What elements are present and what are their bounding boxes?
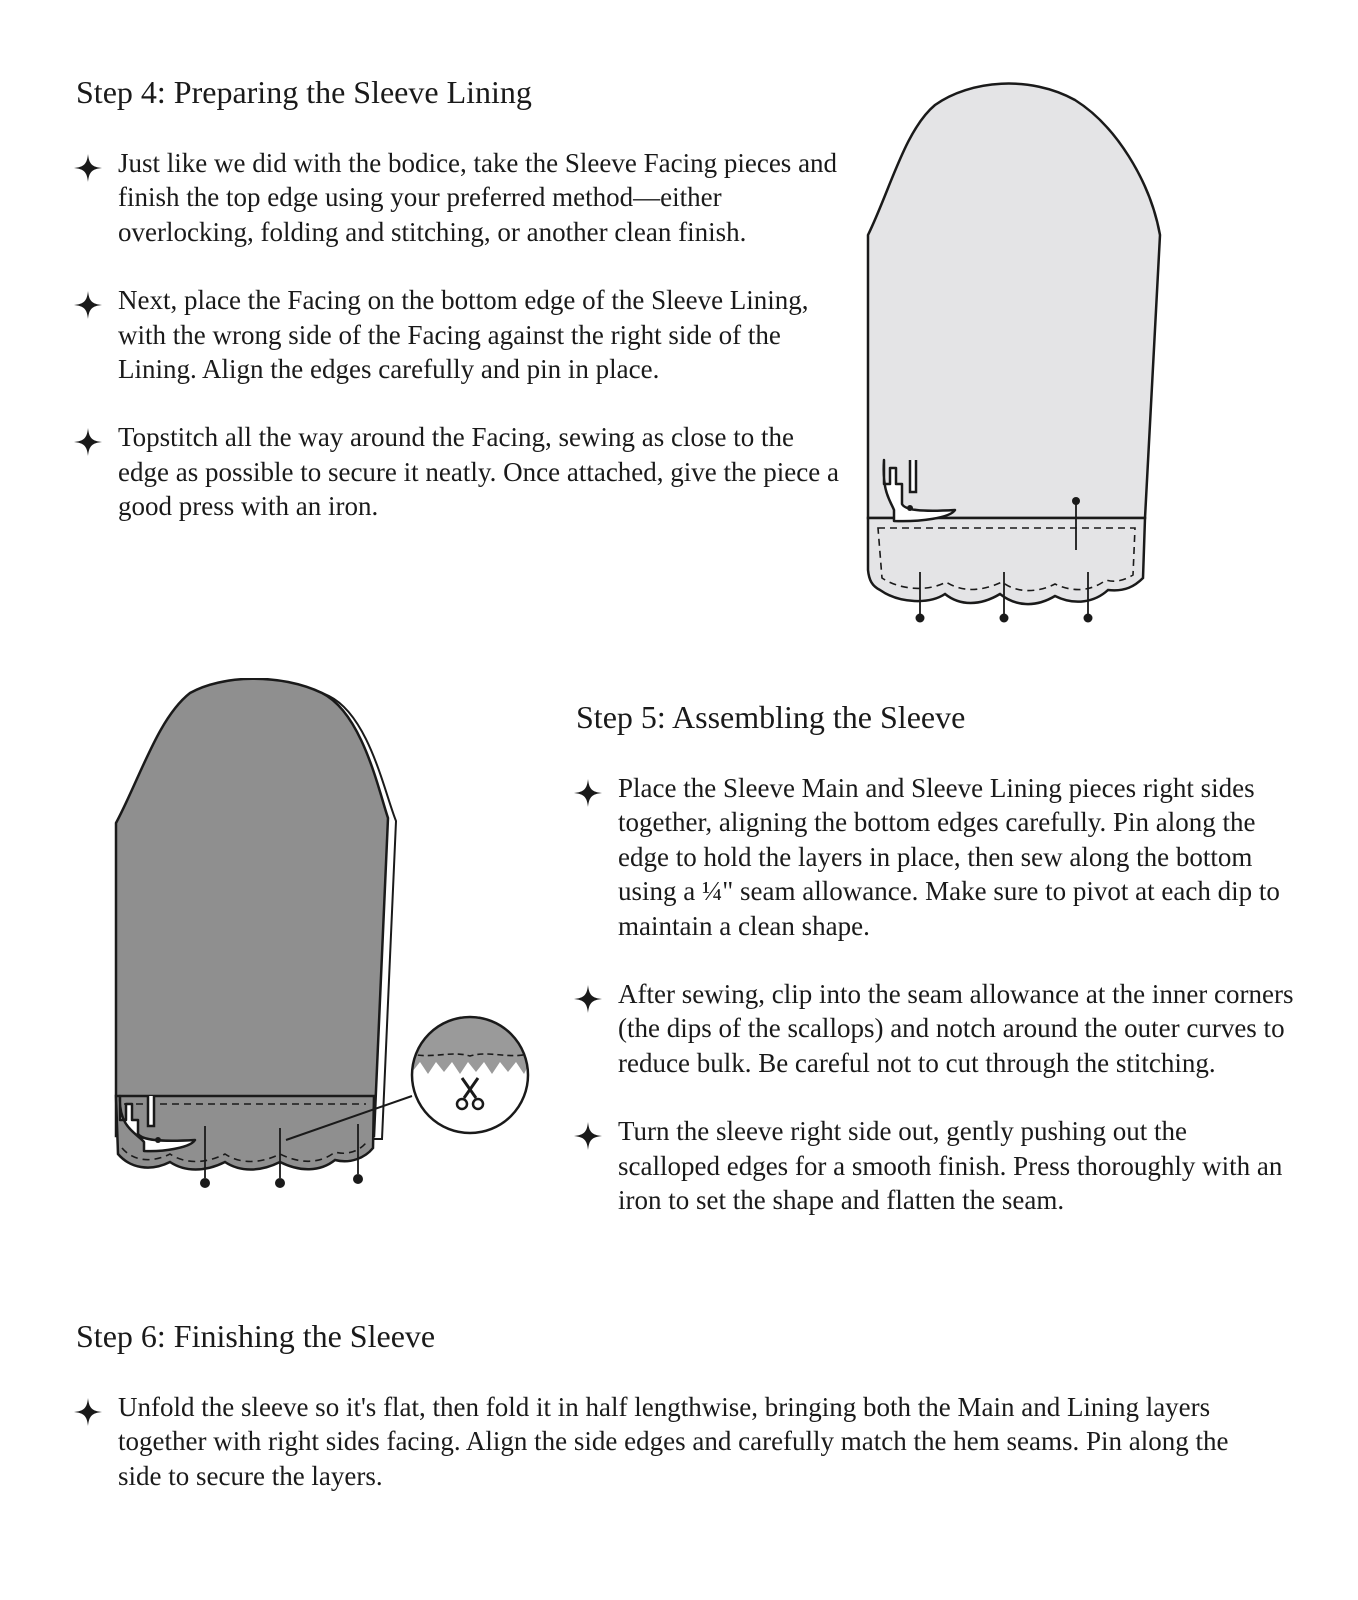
step5-bullet-3 <box>574 1114 1294 1217</box>
step6-list <box>74 1390 1274 1493</box>
step4-bullet-2-text: Next, place the Facing on the bottom edge of the Sleeve Lining, with the wrong side of the Facing against the right side of the Lining. Align the edges carefully and pin in place. <box>118 285 809 385</box>
step5-bullet-2-text: After sewing, clip into the seam allowance at the inner corners (the dips of the scallops) and notch around the outer curves to reduce bulk. Be careful not to cut through the stitching. <box>618 979 1294 1078</box>
four-point-star-icon <box>72 289 104 321</box>
step4-bullet-2 <box>74 283 844 386</box>
magnifier-detail <box>400 1017 540 1133</box>
step4-bullet-1 <box>74 146 844 249</box>
step5-bullet-1-text: Place the Sleeve Main and Sleeve Lining pieces right sides together, aligning the bottom edges carefully. Pin along the edge to hold the layers in place, then sew along the bottom using a ¼" seam allowance. Make sure to pivot at each dip to maintain a clean shape. <box>618 773 1280 941</box>
step5-bullet-2 <box>574 977 1294 1080</box>
step5-bullet-1 <box>574 771 1294 943</box>
step4-bullet-3 <box>74 420 844 523</box>
step4-title: Step 4: Preparing the Sleeve Lining <box>76 74 532 110</box>
step6-bullet-1-text: Unfold the sleeve so it's flat, then fold it in half lengthwise, bringing both the Main and Lining layers together with right sides facing. Align the side edges and carefully match the hem seams. Pin along the side to secure the layers. <box>118 1392 1229 1491</box>
four-point-star-icon <box>572 983 604 1015</box>
step4-bullet-3-text: Topstitch all the way around the Facing, sewing as close to the edge as possible to secure it neatly. Once attached, give the piece a good press with an iron. <box>118 422 839 522</box>
step5-title: Step 5: Assembling the Sleeve <box>576 699 966 735</box>
sleeve-assembly-figure <box>100 678 550 1208</box>
four-point-star-icon <box>572 1120 604 1152</box>
four-point-star-icon <box>72 426 104 458</box>
step4-list <box>74 146 844 524</box>
four-point-star-icon <box>572 777 604 809</box>
step5-list <box>574 771 1294 1217</box>
sleeve-lining-figure <box>850 80 1170 630</box>
sleeve-facing-shape <box>868 518 1145 604</box>
four-point-star-icon <box>72 1396 104 1428</box>
step4-bullet-1-text: Just like we did with the bodice, take the Sleeve Facing pieces and finish the top edge using your preferred method—either overlocking, folding and stitching, or another clean finish. <box>118 148 838 247</box>
step5-bullet-3-text: Turn the sleeve right side out, gently pushing out the scalloped edges for a smooth finish. Press thoroughly with an iron to set the shape and flatten the seam. <box>618 1116 1283 1216</box>
sleeve-main-shape <box>116 679 388 1136</box>
step6-title: Step 6: Finishing the Sleeve <box>76 1318 436 1354</box>
four-point-star-icon <box>72 152 104 184</box>
step6-bullet-1 <box>74 1390 1274 1493</box>
sleeve-lining-shape <box>868 84 1160 518</box>
